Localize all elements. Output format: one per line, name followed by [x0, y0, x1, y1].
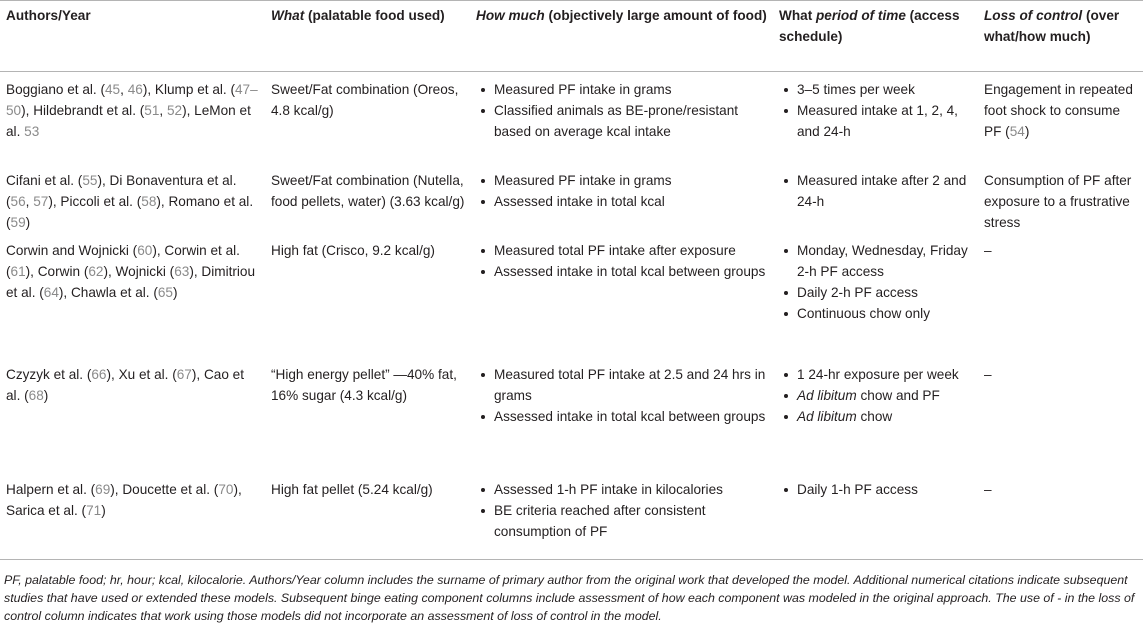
text-run: –: [984, 366, 992, 382]
text-run: ), LeMon et al.: [6, 103, 251, 139]
cell-how-much: [470, 233, 773, 357]
list-item: [779, 79, 974, 100]
cell-authors: [0, 472, 265, 560]
header-authors-year: Authors/Year: [0, 1, 265, 72]
cell-what: High fat (Crisco, 9.2 kcal/g): [271, 242, 435, 258]
italic-text: Ad libitum: [797, 408, 857, 424]
citation-ref: 70: [218, 481, 234, 497]
citation-ref: 61: [10, 263, 26, 279]
cell-what: High fat pellet (5.24 kcal/g): [265, 472, 470, 560]
text-run: Continuous chow only: [797, 305, 930, 321]
text-run: Cifani et al. (: [6, 172, 83, 188]
bullet-list: [779, 479, 974, 500]
list-item: [779, 240, 974, 282]
citation-ref: 55: [82, 172, 98, 188]
text-run: ), Di Bonaventura et al. (: [6, 172, 237, 209]
text-run: Daily 1-h PF access: [797, 481, 918, 497]
text-run: ,: [159, 103, 167, 118]
citation-ref: 59: [10, 214, 26, 230]
text-run: ,: [120, 82, 128, 97]
bullet-list: [779, 79, 974, 142]
table-row: [0, 233, 1143, 357]
text-run: Czyzyk et al. (: [6, 366, 92, 382]
text-run: Monday, Wednesday, Friday 2-h PF access: [797, 242, 968, 279]
text-run: ): [1024, 124, 1030, 139]
text-run: ), Doucette et al. (: [110, 481, 219, 497]
text-run: ), Hildebrandt et al. (: [21, 103, 145, 118]
text-run: Halpern et al. (: [6, 481, 96, 497]
citation-ref: 56: [10, 193, 26, 209]
text-run: chow and PF: [856, 387, 940, 403]
text-run: Boggiano et al. (: [6, 82, 105, 97]
citation-ref: 52: [166, 103, 183, 118]
citation-ref: 71: [86, 502, 102, 518]
cell-what: Sweet/Fat combination (Oreos, 4.8 kcal/g): [271, 82, 459, 118]
cell-loss-of-control: [978, 357, 1143, 472]
cell-how-much: [470, 163, 773, 233]
cell-what: Sweet/Fat combination (Nutella, food pellets, water) (3.63 kcal/g): [271, 172, 465, 209]
cell-authors: [0, 233, 265, 357]
cell-loss-of-control: [978, 163, 1143, 233]
cell-loss-of-control: [978, 72, 1143, 163]
cell-how-much: [470, 357, 773, 472]
citation-ref: 57: [33, 193, 49, 209]
text-run: Consumption of PF after exposure to a frustrative stress: [984, 172, 1132, 230]
list-item: [779, 479, 974, 500]
header-loss-of-control: Loss of control (over what/how much): [978, 1, 1143, 72]
text-run: ), Corwin et al. (: [6, 242, 240, 279]
citation-ref: 66: [91, 366, 107, 382]
header-row: [0, 1, 1143, 72]
text-run: Measured intake at 1, 2, 4, and 24-h: [797, 103, 958, 139]
cell-authors: [0, 163, 265, 233]
text-run: Measured intake after 2 and 24-h: [797, 172, 967, 209]
cell-how-much: [470, 72, 773, 163]
text-run: 3–5 times per week: [797, 82, 915, 97]
citation-ref: 69: [95, 481, 111, 497]
table-row: [0, 163, 1143, 233]
text-run: Corwin and Wojnicki (: [6, 242, 138, 258]
bullet-list: [476, 364, 769, 427]
cell-period: [773, 163, 978, 233]
text-run: ), Chawla et al. (: [58, 284, 158, 300]
text-run: ), Dimitriou et al. (: [6, 263, 256, 300]
bullet-list: [779, 170, 974, 212]
table-row: [0, 357, 1143, 472]
text-run: ), Xu et al. (: [106, 366, 177, 382]
list-item: [779, 282, 974, 303]
header-period: What period of time (access schedule): [773, 1, 978, 72]
list-item: Measured total PF intake at 2.5 and 24 hrs in grams: [476, 364, 769, 406]
text-run: ), Sarica et al. (: [6, 481, 242, 518]
cell-what: “High energy pellet” —40% fat, 16% sugar (4.3 kcal/g): [271, 366, 457, 403]
text-run: ), Wojnicki (: [103, 263, 175, 279]
list-item: [779, 406, 974, 427]
citation-ref: 45: [105, 82, 121, 97]
bullet-list: [476, 479, 769, 542]
cell-how-much: [470, 472, 773, 560]
citation-ref: 67: [176, 366, 192, 382]
bullet-list: [476, 240, 769, 282]
text-run: Engagement in repeated foot shock to consume PF (: [984, 82, 1133, 139]
citation-ref: 58: [141, 193, 157, 209]
text-run: 1 24-hr exposure per week: [797, 366, 959, 382]
list-item: [779, 364, 974, 385]
list-item: Assessed intake in total kcal between groups: [476, 261, 769, 282]
text-run: ), Klump et al. (: [142, 82, 235, 97]
list-item: Assessed intake in total kcal between groups: [476, 406, 769, 427]
text-run: –: [984, 242, 992, 258]
cell-period: [773, 357, 978, 472]
table-header: [0, 1, 1143, 72]
bullet-list: [779, 240, 974, 324]
table-row: [0, 472, 1143, 560]
text-run: chow: [856, 408, 893, 424]
citation-ref: 63: [174, 263, 190, 279]
text-run: ): [25, 214, 31, 230]
list-item: [779, 100, 974, 142]
text-run: ), Corwin (: [25, 263, 89, 279]
text-run: ,: [25, 193, 34, 209]
header-what: What (palatable food used): [265, 1, 470, 72]
list-item: [779, 385, 974, 406]
table-footnote: PF, palatable food; hr, hour; kcal, kilocalorie. Authors/Year column includes the surname of primary author from the original work that developed the model. Additional numerical citations indicate subsequent studies that have used or extended these models. Subsequent binge eating component columns include assessment of how each component was modeled in the original approach. The use of - in the loss of control column indicates that work using those models did not incorporate an assessment of loss of control in the model.: [4, 573, 1135, 623]
text-run: ): [101, 502, 106, 518]
text-run: Daily 2-h PF access: [797, 284, 918, 300]
cell-authors: [0, 357, 265, 472]
list-item: Assessed 1-h PF intake in kilocalories: [476, 479, 769, 500]
citation-ref: 51: [144, 103, 160, 118]
bullet-list: [476, 79, 769, 142]
cell-loss-of-control: [978, 233, 1143, 357]
list-item: Classified animals as BE-prone/resistant based on average kcal intake: [476, 100, 769, 142]
citation-ref: 46: [127, 82, 143, 97]
text-run: ), Cao et al. (: [6, 366, 245, 403]
text-run: ): [43, 387, 49, 403]
list-item: BE criteria reached after consistent consumption of PF: [476, 500, 769, 542]
bullet-list: [779, 364, 974, 427]
italic-text: Ad libitum: [797, 387, 857, 403]
citation-ref: 54: [1009, 124, 1025, 139]
text-run: ), Romano et al. (: [6, 193, 254, 230]
cell-authors: [0, 72, 265, 163]
list-item: [779, 170, 974, 212]
citation-ref: 53: [24, 124, 40, 139]
citation-ref: 47–50: [6, 82, 258, 118]
header-how-much: How much (objectively large amount of food): [470, 1, 773, 72]
text-run: –: [984, 481, 992, 497]
citation-ref: 68: [28, 387, 44, 403]
bullet-list: [476, 170, 769, 212]
citation-ref: 60: [137, 242, 153, 258]
citation-ref: 62: [88, 263, 104, 279]
text-run: ): [173, 284, 178, 300]
list-item: Measured PF intake in grams: [476, 79, 769, 100]
citation-ref: 64: [43, 284, 59, 300]
cell-period: [773, 72, 978, 163]
list-item: Assessed intake in total kcal: [476, 191, 769, 212]
list-item: [779, 303, 974, 324]
cell-loss-of-control: [978, 472, 1143, 560]
list-item: Measured total PF intake after exposure: [476, 240, 769, 261]
table-body: [0, 72, 1143, 560]
text-run: ), Piccoli et al. (: [48, 193, 142, 209]
table-row: [0, 72, 1143, 163]
cell-period: [773, 233, 978, 357]
list-item: Measured PF intake in grams: [476, 170, 769, 191]
citation-ref: 65: [157, 284, 173, 300]
cell-period: [773, 472, 978, 560]
